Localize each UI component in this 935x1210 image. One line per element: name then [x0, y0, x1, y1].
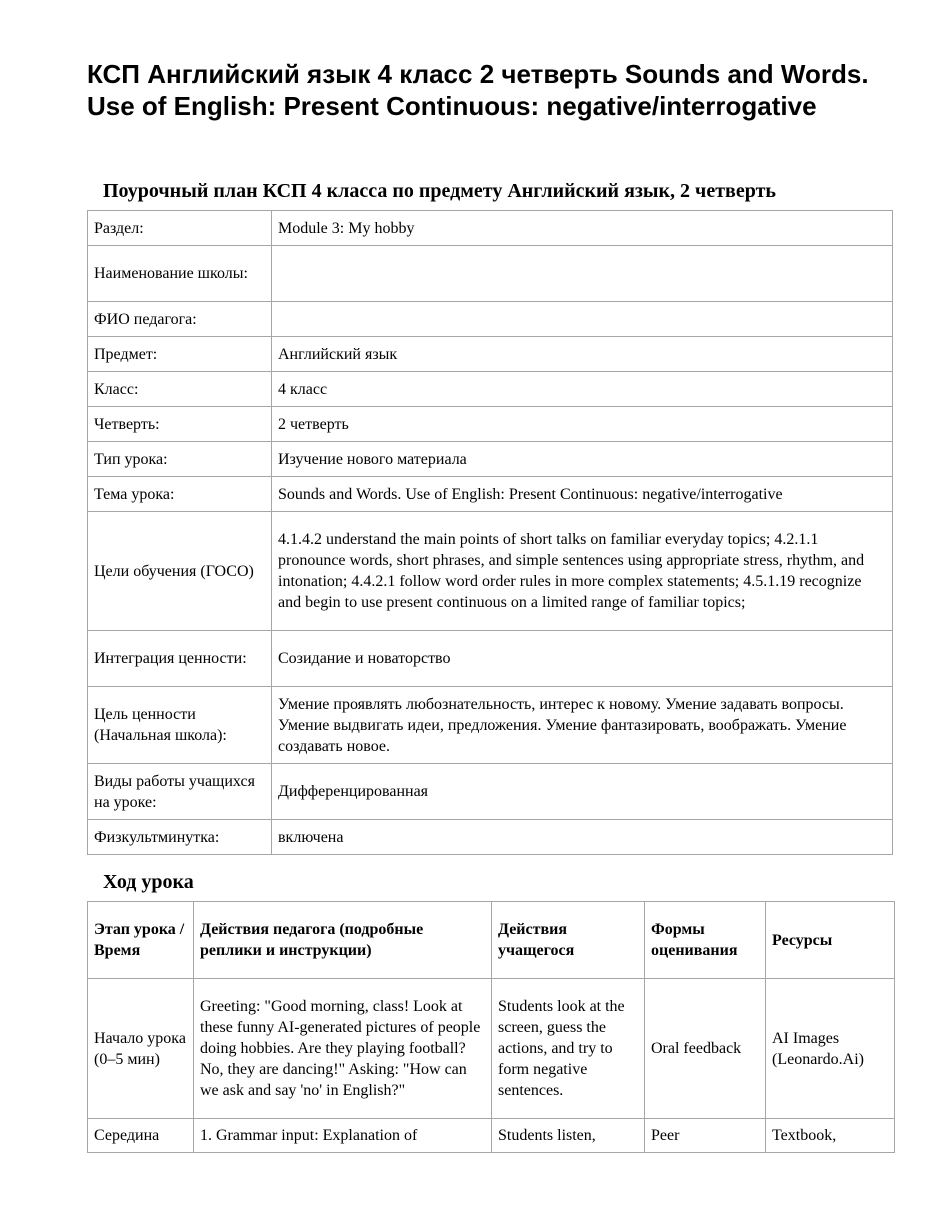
info-label: Предмет:	[88, 337, 272, 372]
info-row	[88, 407, 893, 442]
info-label: Наименование школы:	[88, 246, 272, 302]
cell-stage: Середина	[88, 1119, 194, 1153]
info-label: Цели обучения (ГОСО)	[88, 512, 272, 631]
lesson-progress-heading: Ход урока	[103, 871, 194, 893]
info-value: включена	[272, 820, 893, 855]
info-value: Созидание и новаторство	[272, 631, 893, 687]
info-value: Изучение нового материала	[272, 442, 893, 477]
plan-heading: Поурочный план КСП 4 класса по предмету Английский язык, 2 четверть	[103, 180, 776, 202]
info-label: Виды работы учащихся на уроке:	[88, 764, 272, 820]
lesson-header-row	[88, 902, 895, 979]
info-label: Тип урока:	[88, 442, 272, 477]
info-label: Тема урока:	[88, 477, 272, 512]
info-row	[88, 211, 893, 246]
info-label: Класс:	[88, 372, 272, 407]
info-value: Умение проявлять любознательность, интерес к новому. Умение задавать вопросы. Умение выдвигать идеи, предложения. Умение фантазировать, воображать. Умение создавать новое.	[272, 687, 893, 764]
info-label: Раздел:	[88, 211, 272, 246]
info-value: 2 четверть	[272, 407, 893, 442]
info-row	[88, 820, 893, 855]
cell-stage: Начало урока (0–5 мин)	[88, 979, 194, 1119]
info-value: Английский язык	[272, 337, 893, 372]
header-assessment: Формы оценивания	[645, 902, 766, 979]
cell-assessment: Peer	[645, 1119, 766, 1153]
info-label: ФИО педагога:	[88, 302, 272, 337]
info-value: Module 3: My hobby	[272, 211, 893, 246]
cell-resources: AI Images (Leonardo.Ai)	[766, 979, 895, 1119]
info-row	[88, 372, 893, 407]
cell-student-actions: Students look at the screen, guess the actions, and try to form negative sentences.	[492, 979, 645, 1119]
header-student-actions: Действия учащегося	[492, 902, 645, 979]
info-label: Цель ценности (Начальная школа):	[88, 687, 272, 764]
cell-assessment: Oral feedback	[645, 979, 766, 1119]
cell-teacher-actions: Greeting: "Good morning, class! Look at these funny AI-generated pictures of people doing hobbies. Are they playing football? No, they are dancing!" Asking: "How can we ask and say 'no' in English?"	[194, 979, 492, 1119]
info-value: Sounds and Words. Use of English: Present Continuous: negative/interrogative	[272, 477, 893, 512]
info-value: 4.1.4.2 understand the main points of short talks on familiar everyday topics; 4.2.1.1 pronounce words, short phrases, and simple sentences using appropriate stress, rhythm, and intonation; 4.4.2.1 follow word order rules in more complex statements; 4.5.1.19 recognize and begin to use present continuous on a limited range of familiar topics;	[272, 512, 893, 631]
header-stage: Этап урока / Время	[88, 902, 194, 979]
info-row	[88, 764, 893, 820]
info-row	[88, 631, 893, 687]
header-resources: Ресурсы	[766, 902, 895, 979]
cell-teacher-actions: 1. Grammar input: Explanation of	[194, 1119, 492, 1153]
info-row	[88, 337, 893, 372]
info-label: Физкультминутка:	[88, 820, 272, 855]
info-row	[88, 442, 893, 477]
info-value: Дифференцированная	[272, 764, 893, 820]
info-value	[272, 302, 893, 337]
info-label: Интеграция ценности:	[88, 631, 272, 687]
cell-student-actions: Students listen,	[492, 1119, 645, 1153]
info-row	[88, 512, 893, 631]
info-row	[88, 302, 893, 337]
lesson-progress-table	[87, 901, 895, 1153]
info-row	[88, 687, 893, 764]
info-value: 4 класс	[272, 372, 893, 407]
info-row	[88, 477, 893, 512]
info-label: Четверть:	[88, 407, 272, 442]
lesson-row	[88, 979, 895, 1119]
cell-resources: Textbook,	[766, 1119, 895, 1153]
document-title: КСП Английский язык 4 класс 2 четверть Sounds and Words. Use of English: Present Continuous: negative/interrogative	[87, 59, 869, 121]
info-value	[272, 246, 893, 302]
lesson-row	[88, 1119, 895, 1153]
info-row	[88, 246, 893, 302]
header-teacher-actions: Действия педагога (подробные реплики и инструкции)	[194, 902, 492, 979]
lesson-info-table	[87, 210, 893, 855]
